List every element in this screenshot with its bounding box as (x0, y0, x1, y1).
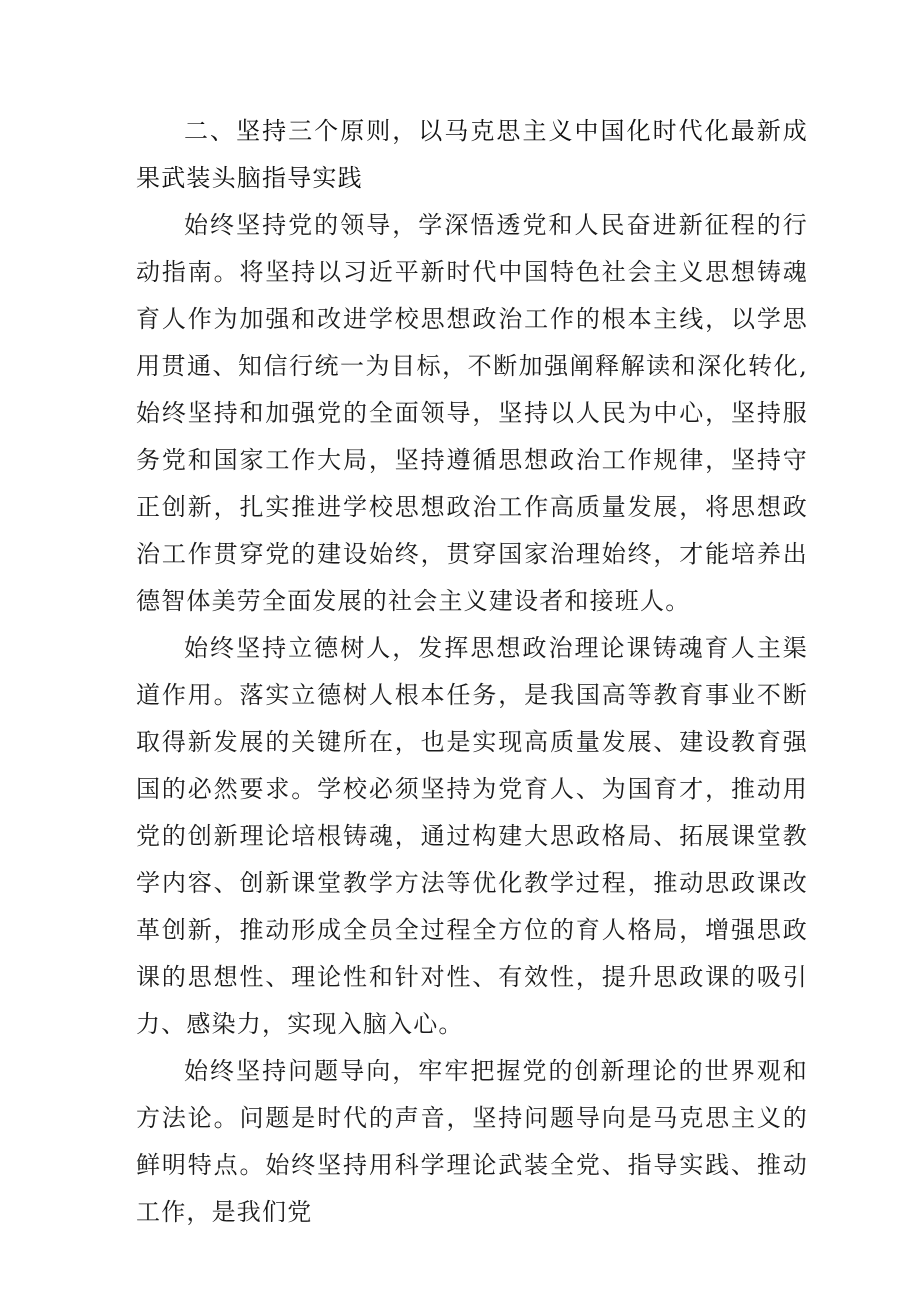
document-body (136, 108, 808, 1236)
section-heading: 二、坚持三个原则，以马克思主义中国化时代化最新成果武装头脑指导实践 (136, 117, 808, 192)
paragraph: 始终坚持问题导向，牢牢把握党的创新理论的世界观和方法论。问题是时代的声音，坚持问题导向是马克思主义的鲜明特点。始终坚持用科学理论武装全党、指导实践、推动工作，是我们党 (136, 1057, 808, 1226)
paragraph: 始终坚持党的领导，学深悟透党和人民奋进新征程的行动指南。将坚持以习近平新时代中国特色社会主义思想铸魂育人作为加强和改进学校思想政治工作的根本主线，以学思用贯通、知信行统一为目标，不断加强阐释解读和深化转化,始终坚持和加强党的全面领导，坚持以人民为中心，坚持服务党和国家工作大局，坚持遵循思想政治工作规律，坚持守正创新，扎实推进学校思想政治工作高质量发展，将思想政治工作贯穿党的建设始终，贯穿国家治理始终，才能培养出德智体美劳全面发展的社会主义建设者和接班人。 (136, 211, 808, 615)
paragraph: 始终坚持立德树人，发挥思想政治理论课铸魂育人主渠道作用。落实立德树人根本任务，是我国高等教育事业不断取得新发展的关键所在，也是实现高质量发展、建设教育强国的必然要求。学校必须坚持为党育人、为国育才，推动用党的创新理论培根铸魂，通过构建大思政格局、拓展课堂教学内容、创新课堂教学方法等优化教学过程，推动思政课改革创新，推动形成全员全过程全方位的育人格局，增强思政课的思想性、理论性和针对性、有效性，提升思政课的吸引力、感染力，实现入脑入心。 (136, 634, 808, 1038)
